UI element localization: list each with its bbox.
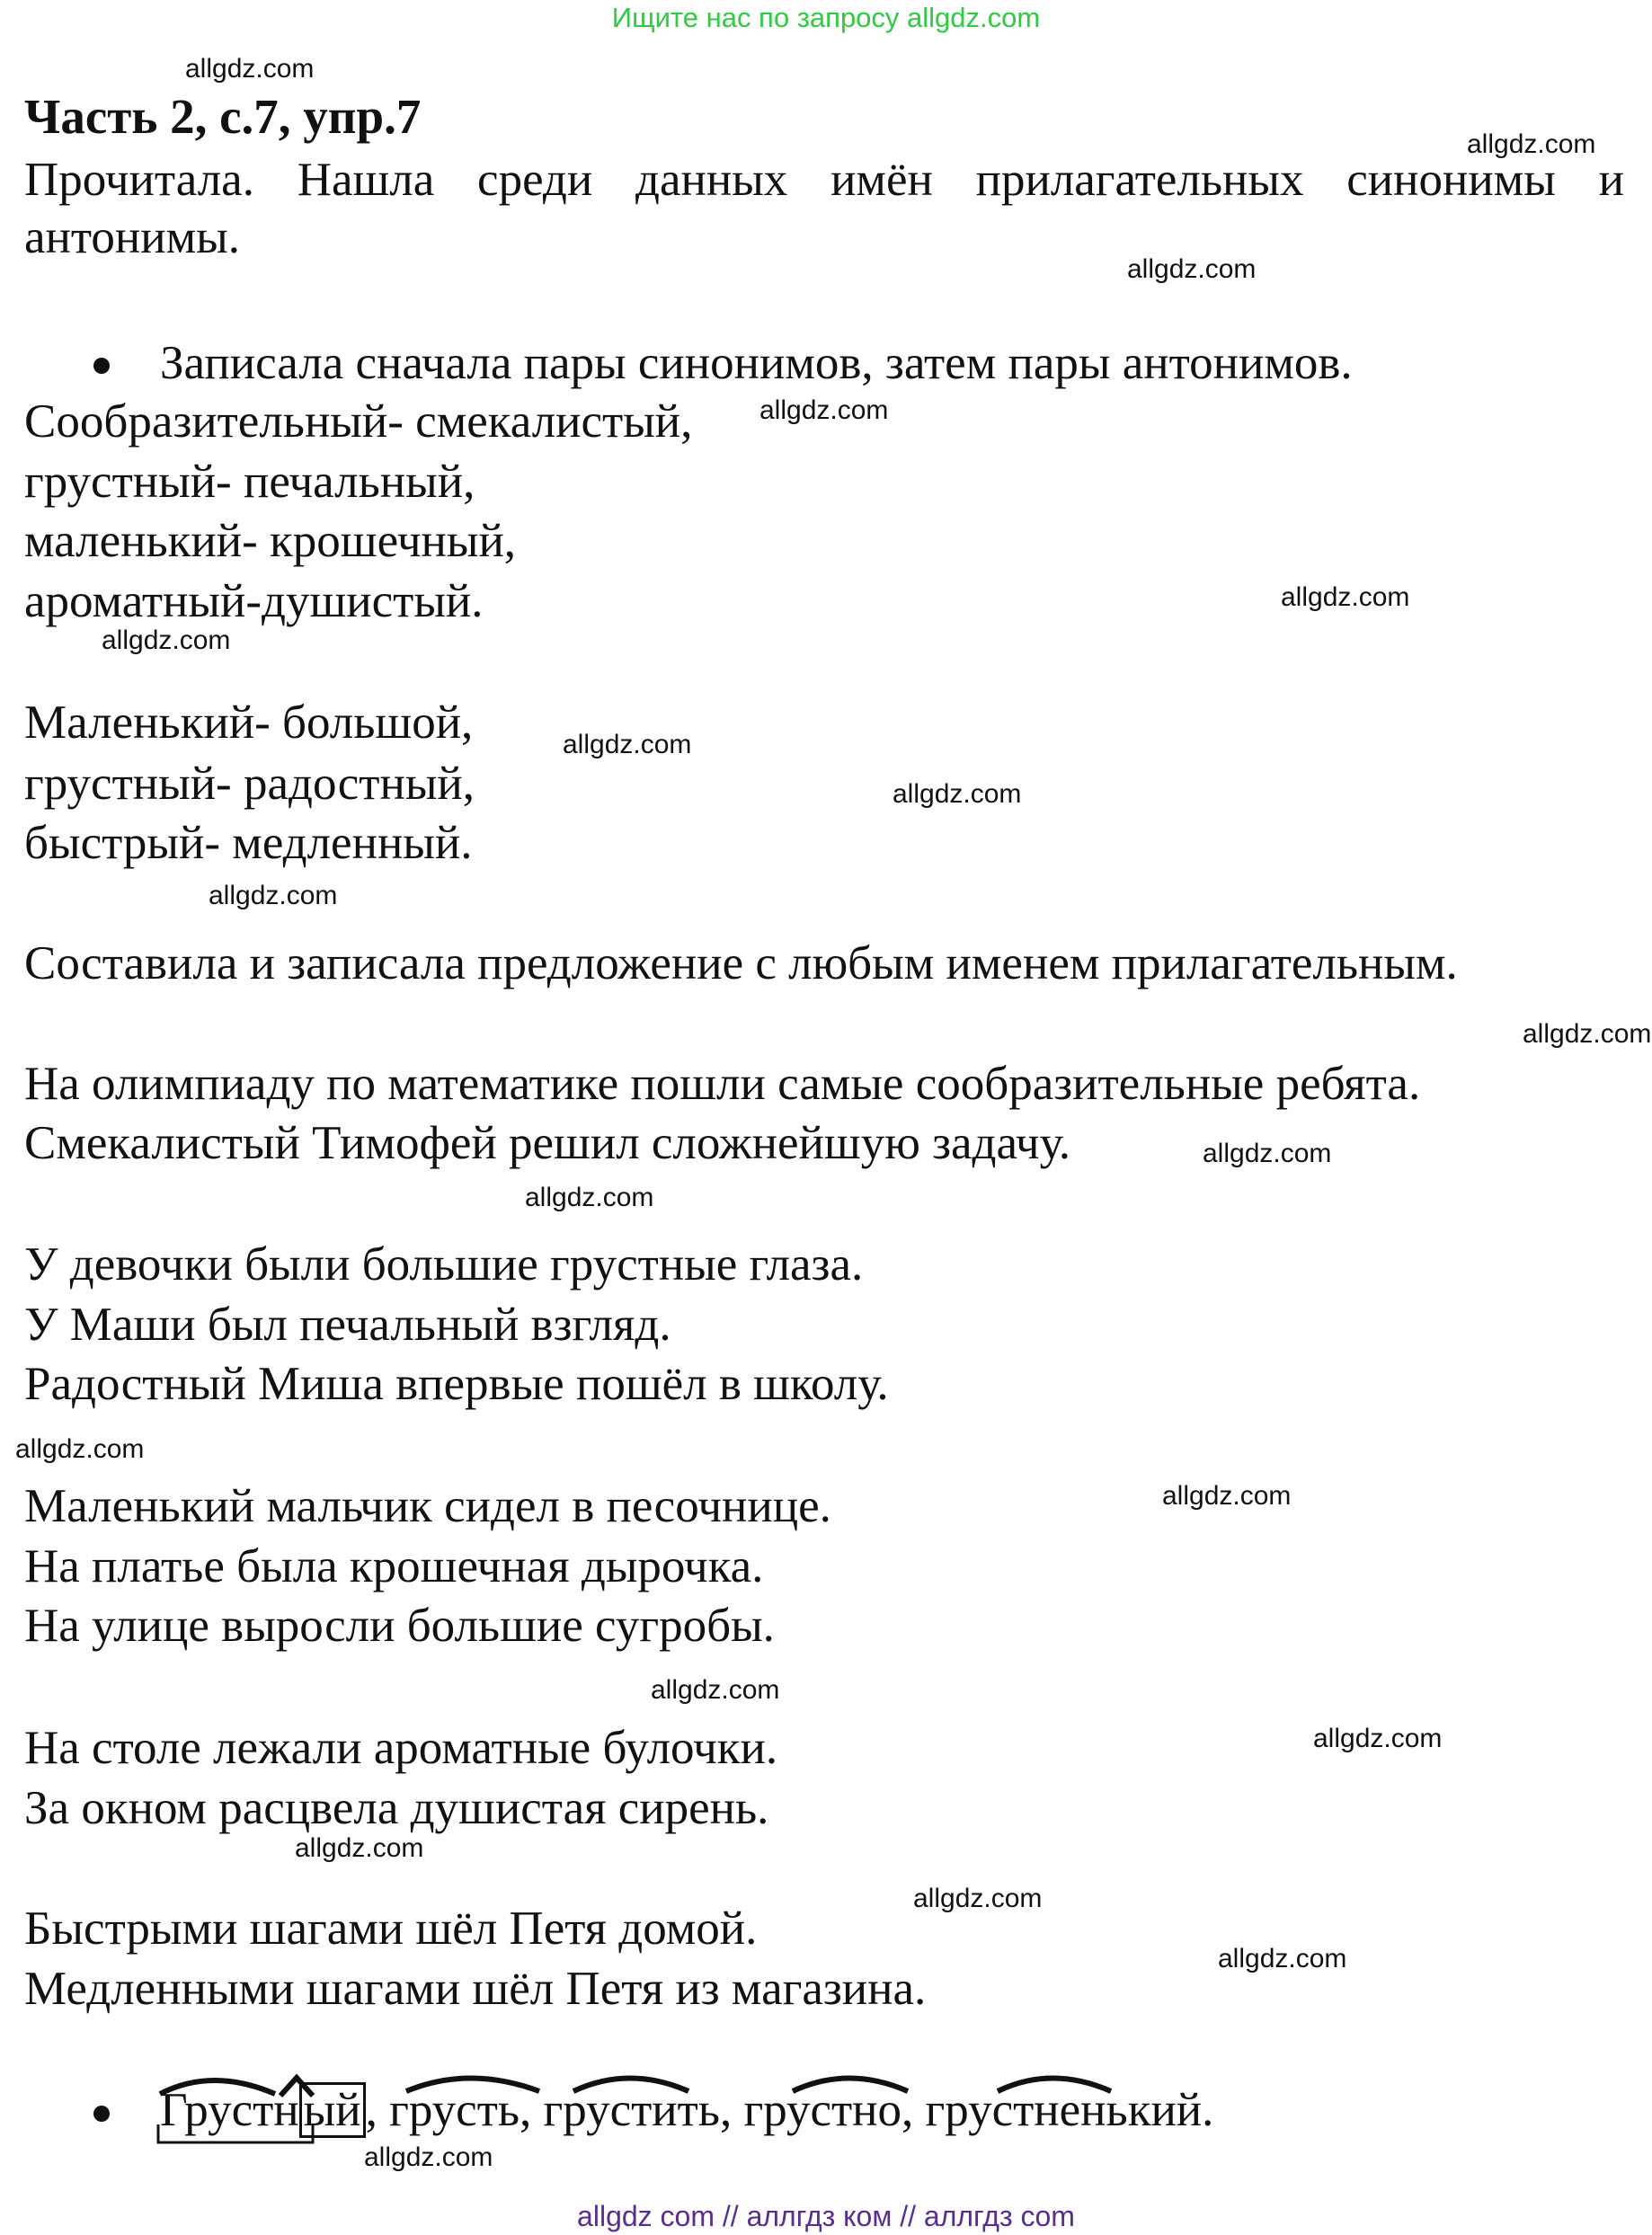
watermark: allgdz.com — [893, 779, 1022, 809]
watermark: allgdz.com — [1313, 1724, 1443, 1753]
sentence: У Маши был печальный взгляд. — [24, 1299, 671, 1351]
sentence: На олимпиаду по математике пошли самые сообразительные ребята. — [24, 1058, 1421, 1110]
watermark: allgdz.com — [1467, 129, 1596, 159]
watermark: allgdz.com — [759, 395, 889, 425]
watermark: allgdz.com — [1523, 1019, 1652, 1049]
watermark: allgdz.com — [1127, 254, 1257, 284]
promo-banner[interactable]: Ищите нас по запросу allgdz.com — [611, 2, 1041, 33]
watermark: allgdz.com — [1218, 1944, 1347, 1973]
watermark: allgdz.com — [295, 1833, 424, 1863]
synonym-pair: ароматный-душистый. — [24, 575, 484, 627]
watermark: allgdz.com — [525, 1183, 654, 1212]
page-title: Часть 2, с.7, упр.7 — [24, 89, 422, 144]
antonym-pair: грустный- радостный, — [24, 758, 475, 810]
sentence: На улице выросли большие сугробы. — [24, 1600, 775, 1652]
watermark: allgdz.com — [364, 2142, 493, 2172]
sentence-task: Составила и записала предложение с любым именем прилагательным. — [24, 937, 1458, 989]
synonym-pair: грустный- печальный, — [24, 456, 475, 508]
word-root-part: Грустн — [160, 2084, 299, 2136]
sentence: Маленький мальчик сидел в песочнице. — [24, 1480, 831, 1532]
watermark: allgdz.com — [1162, 1481, 1292, 1511]
antonym-pair: Маленький- большой, — [24, 696, 474, 749]
sentence: Быстрыми шагами шёл Петя домой. — [24, 1902, 758, 1955]
watermark: allgdz.com — [15, 1434, 145, 1464]
synonym-pair: маленький- крошечный, — [24, 515, 517, 567]
sentence: Медленными шагами шёл Петя из магазина. — [24, 1963, 927, 2015]
watermark: allgdz.com — [1203, 1139, 1332, 1168]
sentence: На платье была крошечная дырочка. — [24, 1540, 764, 1592]
sentence: У девочки были большие грустные глаза. — [24, 1238, 864, 1290]
antonym-pair: быстрый- медленный. — [24, 817, 473, 869]
word-family-line — [160, 2081, 1213, 2139]
watermark: allgdz.com — [185, 54, 315, 84]
synonym-pair: Сообразительный- смекалистый, — [24, 395, 693, 448]
bullet-icon — [93, 358, 110, 374]
watermark: allgdz.com — [102, 625, 231, 655]
sentence: Смекалистый Тимофей решил сложнейшую задачу. — [24, 1117, 1071, 1169]
watermark: allgdz.com — [651, 1675, 780, 1705]
sentence: Радостный Миша впервые пошёл в школу. — [24, 1358, 889, 1410]
watermark: allgdz.com — [563, 730, 692, 759]
watermark: allgdz.com — [913, 1884, 1043, 1913]
bullet-icon — [93, 2106, 110, 2122]
footer-links[interactable]: allgdz com // аллгдз ком // аллгдз com — [577, 2200, 1075, 2232]
sentence: На столе лежали ароматные булочки. — [24, 1722, 778, 1774]
watermark: allgdz.com — [1281, 582, 1410, 612]
bullet-text-1: Записала сначала пары синонимов, затем пары антонимов. — [160, 337, 1353, 389]
sentence: За окном расцвела душистая сирень. — [24, 1782, 769, 1834]
ending-box: ый — [299, 2082, 366, 2138]
watermark: allgdz.com — [209, 881, 338, 910]
word-family-rest: , грусть, грустить, грустно, грустненький. — [365, 2084, 1214, 2136]
intro-line-1: Прочитала. Нашла среди данных имён прилагательных синонимы и — [24, 154, 1624, 206]
intro-line-2: антонимы. — [24, 211, 240, 263]
